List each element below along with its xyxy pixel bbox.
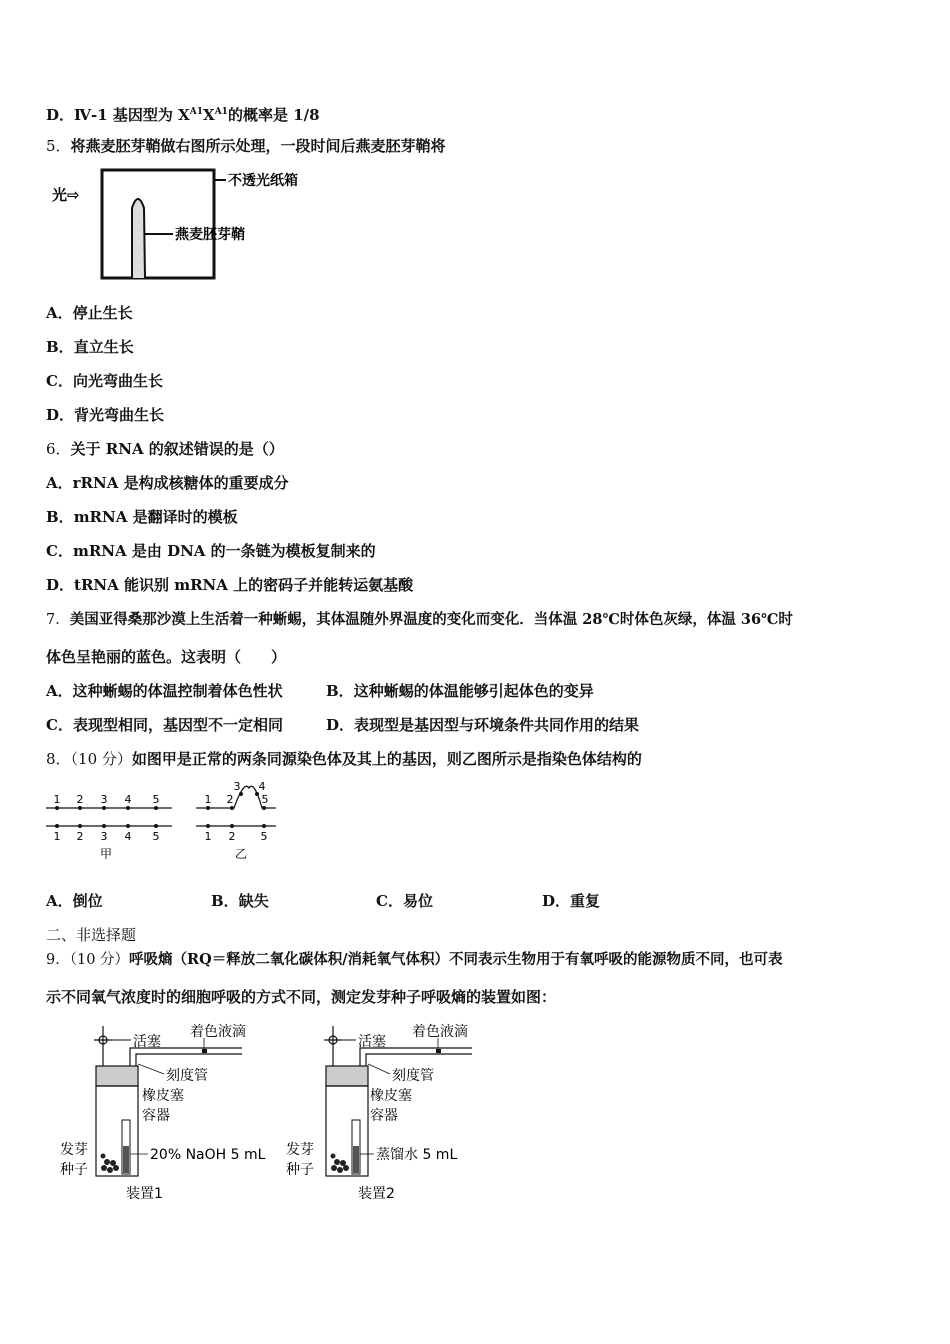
colored-droplet: [436, 1049, 441, 1053]
question-text: 呼吸熵（RQ＝释放二氧化碳体积/消耗氧气体积）不同表示生物用于有氧呼吸的能源物质不同，也可表: [129, 951, 783, 968]
seeds: [101, 1154, 120, 1174]
seeds-label: 种子: [60, 1162, 88, 1178]
gene-label: 2: [76, 830, 84, 843]
gene-label: 5: [152, 830, 160, 843]
q5-figure: [48, 166, 298, 284]
option-letter: D．: [46, 406, 75, 424]
option-letter: A．: [46, 474, 73, 492]
question-score: （10 分）: [70, 750, 132, 768]
seeds-label: 发芽: [60, 1142, 88, 1158]
question-number: 5．: [46, 137, 71, 155]
colored-droplet: [202, 1049, 207, 1053]
q8-option-c: [376, 891, 433, 911]
gene-label: 3: [233, 780, 241, 793]
rubber-label: 橡皮塞: [142, 1088, 184, 1104]
gene-locus: [55, 824, 59, 828]
option-text-pre: Ⅳ-1 基因型为 X: [74, 106, 190, 124]
seeds-label: 种子: [286, 1162, 314, 1178]
question-number: 9．: [46, 952, 70, 968]
question-number: 7．: [46, 612, 70, 628]
droplet-label: 着色液滴: [412, 1024, 468, 1040]
device-1: [60, 1023, 266, 1202]
gene-label: 1: [204, 830, 212, 843]
option-letter: B．: [46, 338, 74, 356]
gene-locus: [102, 824, 106, 828]
q7-option-b: [326, 681, 594, 701]
q6-option-c: [46, 541, 376, 561]
q8-option-a: [46, 891, 103, 911]
q5-option-a: [46, 303, 133, 323]
gene-locus: [55, 806, 59, 810]
option-text: 表现型相同，基因型不一定相同: [72, 716, 283, 734]
gene-locus: [262, 824, 266, 828]
scale-tube: [360, 1048, 472, 1066]
rubber-stopper: [326, 1066, 368, 1086]
question-number: 8．: [46, 750, 71, 768]
question-text: 如图甲是正常的两条同源染色体及其上的基因，则乙图所示是指染色体结构的: [131, 750, 642, 768]
option-text: 缺失: [238, 892, 269, 910]
gene-locus: [126, 806, 130, 810]
container-label: 容器: [142, 1108, 170, 1124]
q6-option-a: [46, 473, 289, 493]
gene-locus: [154, 824, 158, 828]
question-number: 6．: [46, 440, 71, 458]
coleoptile-label: 燕麦胚芽鞘: [175, 227, 245, 243]
device-label: 装置2: [358, 1186, 395, 1202]
gene-label: 1: [53, 830, 61, 843]
q5-option-d: [46, 405, 164, 425]
gene-locus: [262, 806, 266, 810]
option-text: 这种蜥蜴的体温能够引起体色的变异: [353, 682, 594, 700]
device-2: [286, 1023, 472, 1202]
container: [96, 1086, 138, 1176]
gene-label: 4: [124, 793, 132, 806]
option-letter: A．: [46, 682, 73, 700]
container: [326, 1086, 368, 1176]
gene-label: 5: [260, 830, 268, 843]
option-text: mRNA 是由 DNA 的一条链为模板复制来的: [72, 542, 376, 560]
q6-option-d: [46, 575, 413, 595]
gene-locus: [126, 824, 130, 828]
option-letter: B．: [211, 892, 239, 910]
section-title: 二、非选择题: [46, 926, 137, 944]
light-label: 光⇨: [52, 186, 80, 204]
option-text-post: 的概率是 1/8: [227, 106, 320, 124]
question-score: （10 分）: [69, 952, 130, 968]
chromosome-pair-yi: [196, 780, 276, 861]
q5-stem: [46, 136, 446, 156]
option-text-mid: X: [203, 106, 215, 124]
option-letter: D．: [46, 106, 75, 124]
option-text: 这种蜥蜴的体温控制着体色性状: [72, 682, 283, 700]
seeds: [331, 1154, 350, 1174]
solution-label: 蒸馏水 5 mL: [376, 1147, 458, 1163]
q5-option-b: [46, 337, 134, 357]
q9-figure: [56, 1024, 496, 1204]
gene-locus: [78, 806, 82, 810]
gene-label: 5: [152, 793, 160, 806]
question-text: 将燕麦胚芽鞘做右图所示处理，一段时间后燕麦胚芽鞘将: [70, 137, 446, 155]
option-letter: B．: [46, 508, 74, 526]
solution: [123, 1146, 129, 1173]
gene-label: 2: [226, 793, 234, 806]
option-letter: B．: [326, 682, 354, 700]
droplet-label: 着色液滴: [190, 1024, 246, 1040]
scale-tube: [130, 1048, 242, 1066]
tube-label: 刻度管: [392, 1068, 434, 1084]
option-text: rRNA 是构成核糖体的重要成分: [72, 474, 289, 492]
gene-label: 3: [100, 830, 108, 843]
q7-option-a: [46, 681, 283, 701]
question-text: 关于 RNA 的叙述错误的是（）: [70, 440, 284, 458]
option-letter: A．: [46, 304, 73, 322]
option-letter: C．: [46, 372, 73, 390]
option-text: 向光弯曲生长: [72, 372, 163, 390]
gene-label: 2: [228, 830, 236, 843]
option-letter: D．: [326, 716, 355, 734]
option-text: mRNA 是翻译时的模板: [73, 508, 238, 526]
seeds-label: 发芽: [286, 1142, 314, 1158]
option-text: 背光弯曲生长: [74, 406, 165, 424]
option-letter: C．: [46, 716, 73, 734]
stopcock-label: 活塞: [133, 1034, 161, 1050]
q7-stem-line1: [46, 610, 793, 630]
gene-locus: [230, 824, 234, 828]
gene-locus: [102, 806, 106, 810]
q9-stem-line2: 示不同氧气浓度时的细胞呼吸的方式不同，测定发芽种子呼吸熵的装置如图：: [46, 988, 557, 1006]
q5-option-c: [46, 371, 163, 391]
device-label: 装置1: [126, 1186, 163, 1202]
gene-locus: [206, 824, 210, 828]
chromosome-pair-jia: [46, 793, 172, 861]
tube-label: 刻度管: [166, 1068, 208, 1084]
option-letter: C．: [376, 892, 403, 910]
option-text: 重复: [570, 892, 601, 910]
q4-option-d: [46, 102, 320, 125]
superscript: A1: [189, 107, 204, 117]
q6-stem: [46, 439, 284, 459]
gene-label: 1: [53, 793, 61, 806]
q7-option-c: [46, 715, 283, 735]
q8-stem: [46, 749, 642, 769]
superscript: A1: [214, 107, 228, 117]
gene-locus: [154, 806, 158, 810]
option-text: 表现型是基因型与环境条件共同作用的结果: [354, 716, 640, 734]
gene-label: 1: [204, 793, 212, 806]
q7-option-d: [326, 715, 639, 735]
option-text: 直立生长: [73, 338, 134, 356]
gene-label: 2: [76, 793, 84, 806]
option-letter: C．: [46, 542, 73, 560]
question-text: 美国亚得桑那沙漠上生活着一种蜥蜴，其体温随外界温度的变化而变化．当体温 28℃时体色灰绿，体温 36℃时: [69, 611, 793, 628]
gene-locus: [230, 806, 234, 810]
gene-label: 5: [261, 793, 269, 806]
rubber-label: 橡皮塞: [370, 1088, 412, 1104]
option-letter: D．: [542, 892, 571, 910]
gene-locus: [206, 806, 210, 810]
q9-stem-line1: [46, 950, 783, 970]
opaque-box: [102, 170, 214, 278]
option-text: 易位: [402, 892, 433, 910]
gene-label: 3: [100, 793, 108, 806]
q7-stem-line2: 体色呈艳丽的蓝色。这表明（ ）: [46, 648, 287, 666]
option-letter: A．: [46, 892, 73, 910]
q6-option-b: [46, 507, 238, 527]
option-text: tRNA 能识别 mRNA 上的密码子并能转运氨基酸: [74, 576, 414, 594]
box-label: 不透光纸箱: [228, 173, 298, 189]
solution: [353, 1146, 359, 1173]
solution-label: 20% NaOH 5 mL: [150, 1147, 266, 1163]
option-letter: D．: [46, 576, 75, 594]
rubber-stopper: [96, 1066, 138, 1086]
stopcock-label: 活塞: [358, 1034, 386, 1050]
q8-figure: [44, 778, 284, 864]
option-text: 停止生长: [72, 304, 133, 322]
gene-locus: [78, 824, 82, 828]
container-label: 容器: [370, 1108, 398, 1124]
gene-label: 4: [258, 780, 266, 793]
coleoptile-shape: [132, 199, 145, 278]
gene-label: 4: [124, 830, 132, 843]
figure-label-yi: 乙: [234, 847, 248, 861]
figure-label-jia: 甲: [99, 847, 113, 861]
q8-option-b: [211, 891, 269, 911]
option-text: 倒位: [72, 892, 103, 910]
q8-option-d: [542, 891, 600, 911]
